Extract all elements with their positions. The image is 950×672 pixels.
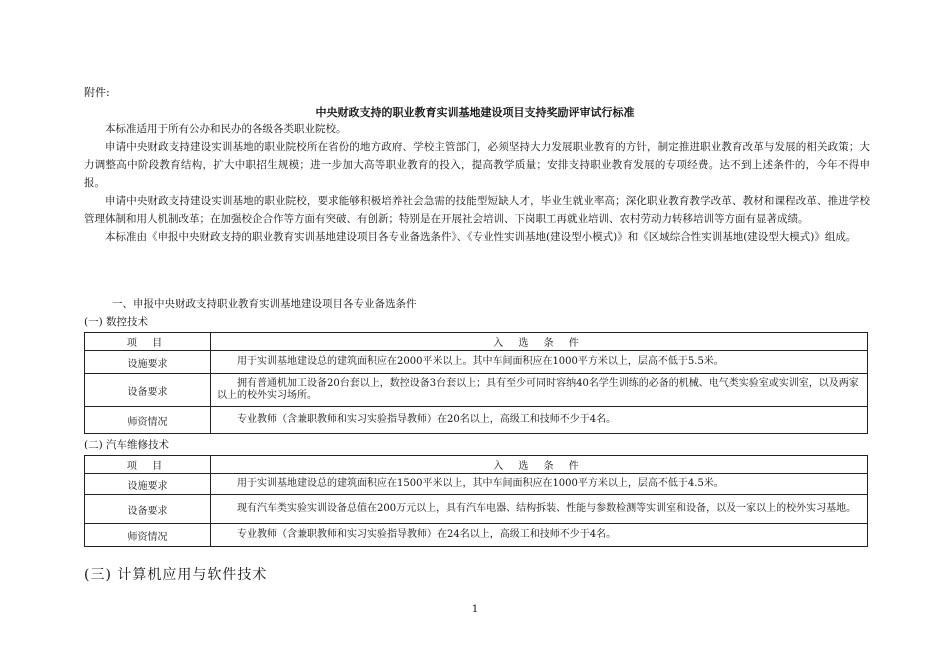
table-header-row xyxy=(85,333,868,351)
table-row xyxy=(85,374,868,407)
row-label: 设备要求 xyxy=(85,374,211,407)
next-section-heading: (三) 计算机应用与软件技术 xyxy=(84,567,268,583)
table-row xyxy=(85,495,868,524)
row-content: 用于实训基地建设总的建筑面积应在2000平米以上。其中车间面积应在1000平方米以上，层高不低于5.5米。 xyxy=(211,351,868,374)
row-label: 师资情况 xyxy=(85,524,211,547)
header-item: 项 目 xyxy=(85,456,211,474)
row-content: 现有汽车类实验实训设备总值在200万元以上，具有汽车电器、结构拆装、性能与参数检测等实训室和设备，以及一家以上的校外实习基地。 xyxy=(211,495,868,524)
row-content: 专业教师（含兼职教师和实习实验指导教师）在20名以上，高级工和技师不少于4名。 xyxy=(211,407,868,434)
table-header-row xyxy=(85,456,868,474)
row-content: 专业教师（含兼职教师和实习实验指导教师）在24名以上，高级工和技师不少于4名。 xyxy=(211,524,868,547)
section-heading: 一、申报中央财政支持职业教育实训基地建设项目各专业备选条件 xyxy=(112,298,417,310)
subsection-heading-cnc: (一) 数控技术 xyxy=(84,316,149,328)
row-label: 设施要求 xyxy=(85,474,211,495)
intro-text xyxy=(84,120,870,246)
auto-requirements-table xyxy=(84,455,868,547)
paragraph: 申请中央财政支持建设实训基地的职业院校，要求能够积极培养社会急需的技能型短缺人才，毕业生就业率高；深化职业教育教学改革、教材和课程改革、推进学校管理体制和用人机制改革；在加强校企合作等方面有突破、有创新；特别是在开展社会培训、下岗职工再就业培训、农村劳动力转移培训等方面有显著成绩。 xyxy=(84,195,870,225)
cnc-requirements-table xyxy=(84,332,868,434)
row-label: 师资情况 xyxy=(85,407,211,434)
paragraph: 申请中央财政支持建设实训基地的职业院校所在省份的地方政府、学校主管部门，必须坚持大力发展职业教育的方针，制定推进职业教育改革与发展的相关政策；大力调整高中阶段教育结构，扩大中职招生规模；进一步加大高等职业教育的投入，提高教学质量；安排支持职业教育发展的专项经费。达不到上述条件的，今年不得申报。 xyxy=(84,141,870,189)
paragraph: 本标准适用于所有公办和民办的各级各类职业院校。 xyxy=(105,123,347,135)
table-row xyxy=(85,474,868,495)
row-content: 用于实训基地建设总的建筑面积应在1500平米以上，其中车间面积应在1000平方米以上，层高不低于4.5米。 xyxy=(211,474,868,495)
header-conditions: 入 选 条 件 xyxy=(211,456,868,474)
row-label: 设施要求 xyxy=(85,351,211,374)
subsection-heading-auto: (二) 汽车维修技术 xyxy=(84,439,170,451)
document-title: 中央财政支持的职业教育实训基地建设项目支持奖励评审试行标准 xyxy=(315,106,635,119)
table-row xyxy=(85,524,868,547)
annex-label: 附件: xyxy=(84,86,110,99)
table-row xyxy=(85,407,868,434)
header-conditions: 入 选 条 件 xyxy=(211,333,868,351)
paragraph: 本标准由《申报中央财政支持的职业教育实训基地建设项目各专业备选条件》、《专业性实训基地(建设型小模式)》和《区域综合性实训基地(建设型大模式)》组成。 xyxy=(105,231,857,243)
row-label: 设备要求 xyxy=(85,495,211,524)
page-number: 1 xyxy=(471,604,479,615)
header-item: 项 目 xyxy=(85,333,211,351)
table-row xyxy=(85,351,868,374)
row-content: 拥有普通机加工设备20台套以上，数控设备3台套以上；具有至少可同时容纳40名学生训练的必备的机械、电气类实验室或实训室，以及两家以上的校外实习场所。 xyxy=(211,374,868,407)
